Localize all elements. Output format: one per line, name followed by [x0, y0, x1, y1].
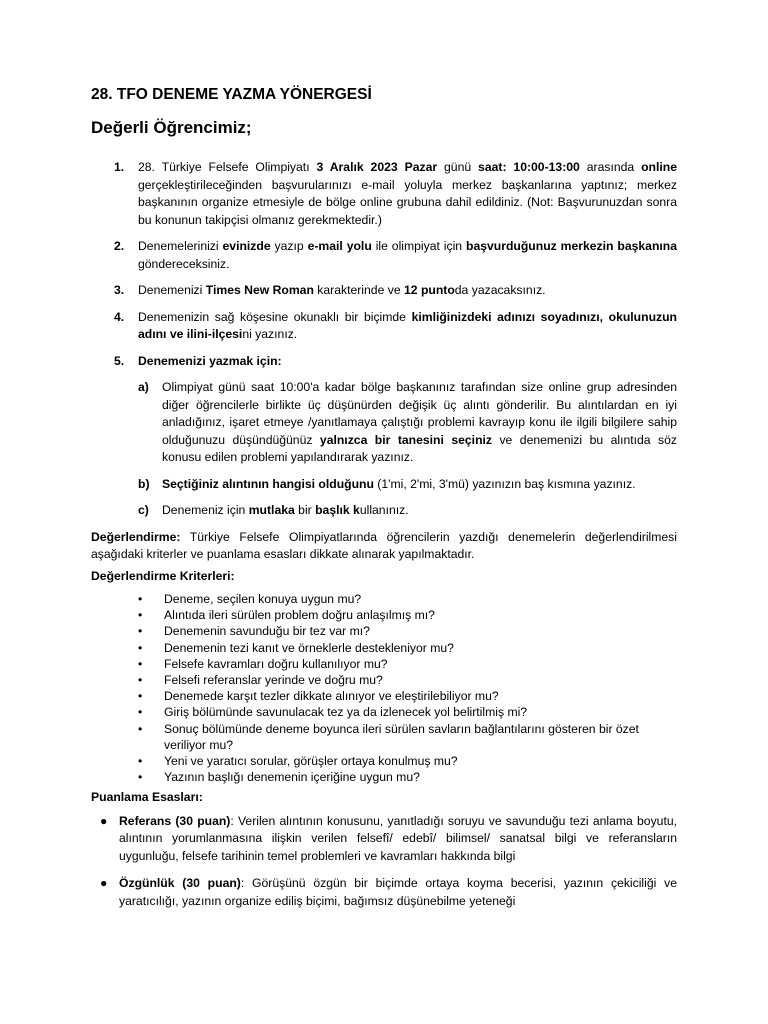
- criteria-item: [91, 704, 677, 720]
- text-run: ile olimpiyat için: [371, 239, 466, 253]
- scoring-label: Özgünlük (30 puan): [119, 876, 241, 891]
- bullet-icon: •: [138, 624, 143, 639]
- scoring-list: [91, 813, 677, 911]
- criteria-text: Felsefe kavramları doğru kullanılıyor mu?: [164, 656, 388, 671]
- numbered-item: [91, 282, 677, 300]
- numbered-item: [91, 309, 677, 344]
- bullet-icon: ●: [100, 876, 108, 891]
- item-text: [162, 502, 677, 520]
- criteria-text: Sonuç bölümünde deneme boyunca ileri sürülen savların bağlantılarını gösteren bir özet veriliyor mu?: [164, 721, 639, 752]
- criteria-text: Yeni ve yaratıcı sorular, görüşler ortaya konulmuş mu?: [164, 754, 458, 769]
- criteria-item: [91, 591, 677, 607]
- text-run: Denemeniz için: [162, 503, 249, 517]
- item-number: 2.: [114, 239, 125, 253]
- bullet-icon: •: [138, 656, 143, 671]
- document-page: [91, 85, 677, 920]
- item-text: [138, 159, 677, 229]
- criteria-list: [91, 591, 677, 785]
- emphasized-text: Times New Roman: [205, 283, 314, 297]
- emphasized-text: saat: 10:00-13:00: [478, 160, 580, 174]
- emphasized-text: e-mail yolu: [307, 239, 372, 253]
- bullet-icon: •: [138, 592, 143, 606]
- criteria-text: Alıntıda ileri sürülen problem doğru anlaşılmış mı?: [164, 608, 435, 623]
- item-text: [138, 309, 677, 344]
- numbered-item: [91, 353, 677, 371]
- item-text: [138, 282, 677, 300]
- item-number: 3.: [114, 283, 125, 297]
- text-run: göndereceksiniz.: [138, 256, 230, 271]
- scoring-heading: Puanlama Esasları:: [91, 790, 203, 805]
- item-text: [162, 379, 677, 467]
- criteria-item: [91, 623, 677, 639]
- criteria-item: [91, 753, 677, 769]
- lettered-item: [91, 379, 677, 467]
- text-run: (1'mi, 2'mi, 3'mü) yazınızın baş kısmına yazınız.: [373, 476, 636, 491]
- criteria-text: Denemenin tezi kanıt ve örneklerle destekleniyor mu?: [164, 640, 454, 655]
- item-text: [138, 238, 677, 273]
- scoring-description: : Verilen alıntının konusunu, yanıtladığı soruyu ve savunduğu tezi anlama boyutu, alıntının yorumlanmasına ilişkin verilen felsefî/ edebî/ bilimsel/ sanatsal bilgi ve referansların uygunluğu, felsefe tarihinin temel problemleri ve kavramları hakkında bilgi: [119, 813, 677, 863]
- emphasized-text: kimliğinizdeki adınızı soyadınızı, okulunuzun adını ve ilini-ilçesi: [138, 309, 677, 341]
- writing-steps-list: [91, 379, 677, 520]
- text-run: ni yazınız.: [242, 327, 298, 341]
- criteria-item: [91, 607, 677, 623]
- text-run: yazıp: [270, 239, 308, 253]
- scoring-item: [91, 875, 677, 910]
- criteria-text: Felsefi referanslar yerinde ve doğru mu?: [164, 673, 383, 688]
- bullet-icon: •: [138, 640, 143, 655]
- criteria-text: Yazının başlığı denemenin içeriğine uygun mu?: [164, 770, 420, 785]
- text-run: arasında: [579, 160, 642, 174]
- criteria-item: [91, 656, 677, 672]
- lettered-item: [91, 502, 677, 520]
- text-run: 28. Türkiye Felsefe Olimpiyatı: [138, 160, 317, 174]
- bullet-icon: ●: [100, 813, 108, 828]
- emphasized-text: yalnızca bir tanesini seçiniz: [319, 432, 492, 447]
- evaluation-paragraph: [91, 529, 677, 564]
- bullet-icon: •: [138, 705, 143, 720]
- criteria-text: Giriş bölümünde savunulacak tez ya da izlenecek yol belirtilmiş mi?: [164, 705, 528, 720]
- criteria-item: [91, 640, 677, 656]
- document-title: 28. TFO DENEME YAZMA YÖNERGESİ: [91, 86, 372, 103]
- emphasized-text: 12 punto: [404, 283, 455, 297]
- scoring-item: [91, 813, 677, 866]
- bullet-icon: •: [138, 754, 143, 769]
- item-text: [138, 353, 677, 371]
- criteria-item: [91, 688, 677, 704]
- item-letter: c): [138, 503, 149, 517]
- criteria-text: Denemenin savunduğu bir tez var mı?: [164, 624, 370, 639]
- text-run: Olimpiyat günü saat 10:00'a kadar bölge başkanınız tarafından size online grup adresinden diğer öğrencilerle birlikte üç düşünürden değişik üç alıntı gönderilir. Bu alıntılardan en iyi anladığınız, işaret etmeye /yanıtlamaya çalıştığı problemi kavrayıp konu ile ilgili bilgilere sahip olduğunuzu düşündüğünüz: [162, 380, 677, 447]
- numbered-item: [91, 159, 677, 229]
- emphasized-text: başlık k: [315, 503, 360, 517]
- text-run: Denemenizin sağ köşesine okunaklı bir biçimde: [138, 309, 412, 324]
- text-run: bir: [294, 503, 316, 517]
- bullet-icon: •: [138, 721, 143, 736]
- greeting: Değerli Öğrencimiz;: [91, 118, 252, 137]
- scoring-description: : Görüşünü özgün bir biçimde ortaya koyma becerisi, yazının çekiciliği ve yaratıcılığı, yazının organize ediliş biçimi, bağımsız düşünebilme yeteneği: [119, 876, 677, 908]
- item-number: 1.: [114, 160, 125, 174]
- bullet-icon: •: [138, 673, 143, 688]
- emphasized-text: online: [641, 160, 677, 174]
- item-text: [162, 476, 677, 494]
- instruction-list: [91, 159, 677, 370]
- emphasized-text: Denemenizi yazmak için:: [138, 353, 282, 368]
- evaluation-label: Değerlendirme:: [91, 529, 181, 544]
- item-number: 4.: [114, 309, 125, 324]
- bullet-icon: •: [138, 608, 143, 623]
- text-run: karakterinde ve: [313, 283, 404, 297]
- text-run: Denemenizi: [138, 283, 206, 297]
- criteria-item: [91, 672, 677, 688]
- text-run: gerçekleştirileceğinden başvurularınızı e-mail yoluyla merkez başkanlarına yaptınız; merkez başkanının organize etmesiyle de bölge online grubuna dahil edildiniz. (Not: Başvurunuzdan sonra bu konunun takipçisi olmanız gerekmektedir.): [138, 177, 677, 227]
- bullet-icon: •: [138, 770, 143, 785]
- numbered-item: [91, 238, 677, 273]
- emphasized-text: 3 Aralık 2023 Pazar: [316, 160, 438, 174]
- text-run: ullanınız.: [359, 503, 409, 517]
- text-run: Denemelerinizi: [138, 239, 223, 253]
- scoring-text: [119, 875, 677, 910]
- emphasized-text: Seçtiğiniz alıntının hangisi olduğunu: [162, 476, 374, 491]
- lettered-item: [91, 476, 677, 494]
- item-letter: a): [138, 380, 149, 394]
- criteria-item: [91, 769, 677, 785]
- text-run: ve denemenizi bu alıntıda söz konusu edilen problemi yapılandırarak yazınız.: [162, 432, 677, 464]
- item-number: 5.: [114, 353, 125, 368]
- criteria-text: Denemede karşıt tezler dikkate alınıyor ve eleştirilebiliyor mu?: [164, 689, 499, 704]
- criteria-text: Deneme, seçilen konuya uygun mu?: [164, 592, 362, 606]
- scoring-label: Referans (30 puan): [119, 813, 231, 828]
- criteria-item: [91, 721, 677, 753]
- item-letter: b): [138, 476, 150, 491]
- text-run: da yazacaksınız.: [454, 283, 546, 297]
- emphasized-text: başvurduğunuz merkezin başkanına: [466, 239, 677, 253]
- evaluation-text: Türkiye Felsefe Olimpiyatlarında öğrencilerin yazdığı denemelerin değerlendirilmesi aşağıdaki kriterler ve puanlama esasları dikkate alınarak yapılmaktadır.: [91, 529, 677, 561]
- scoring-text: [119, 813, 677, 866]
- criteria-heading: Değerlendirme Kriterleri:: [91, 568, 235, 583]
- emphasized-text: evinizde: [222, 239, 271, 253]
- bullet-icon: •: [138, 689, 143, 704]
- emphasized-text: mutlaka: [248, 503, 295, 517]
- text-run: günü: [437, 160, 479, 174]
